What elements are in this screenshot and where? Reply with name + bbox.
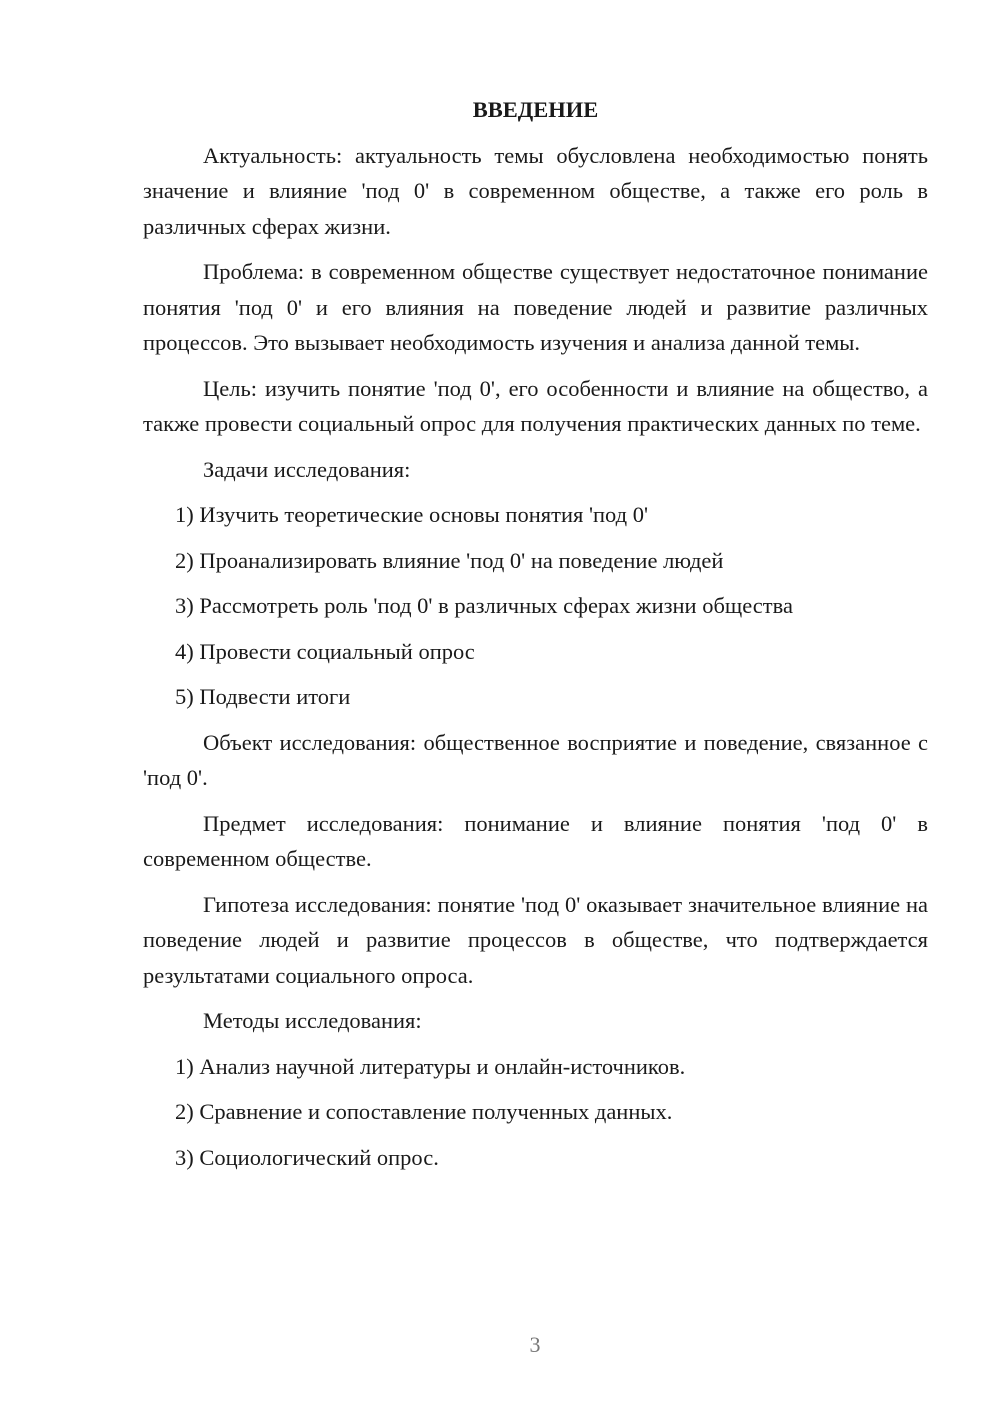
methods-heading: Методы исследования: <box>203 1008 422 1033</box>
list-item: 1) Анализ научной литературы и онлайн-источников. <box>175 1053 686 1079</box>
paragraph-hypothesis: Гипотеза исследования: понятие 'под 0' оказывает значительное влияние на поведение людей и развитие процессов в обществе, что подтверждается результатами социального опроса. <box>143 891 928 988</box>
tasks-heading: Задачи исследования: <box>203 456 411 482</box>
paragraph-subject: Предмет исследования: понимание и влияние понятия 'под 0' в современном обществе. <box>143 810 928 871</box>
page-title: ВВЕДЕНИЕ <box>472 97 599 122</box>
paragraph-relevance: Актуальность: актуальность темы обусловлена необходимостью понять значение и влияние 'под 0' в современном обществе, а также его роль в различных сферах жизни. <box>143 142 928 239</box>
list-item: 2) Проанализировать влияние 'под 0' на поведение людей <box>175 547 724 573</box>
list-item: 3) Рассмотреть роль 'под 0' в различных сферах жизни общества <box>175 593 793 618</box>
paragraph-goal: Цель: изучить понятие 'под 0', его особенности и влияние на общество, а также провести социальный опрос для получения практических данных по теме. <box>143 375 928 436</box>
list-item: 1) Изучить теоретические основы понятия 'под 0' <box>175 502 649 527</box>
list-item: 3) Социологический опрос. <box>175 1144 439 1170</box>
list-item: 4) Провести социальный опрос <box>175 638 475 664</box>
methods-list <box>143 1049 928 1176</box>
paragraph-object: Объект исследования: общественное восприятие и поведение, связанное с 'под 0'. <box>143 729 928 790</box>
list-item: 5) Подвести итоги <box>175 684 351 709</box>
paragraph-problem: Проблема: в современном обществе существует недостаточное понимание понятия 'под 0' и его влияния на поведение людей и развитие различных процессов. Это вызывает необходимость изучения и анализа данной темы. <box>143 259 928 355</box>
list-item: 2) Сравнение и сопоставление полученных данных. <box>175 1099 673 1124</box>
page-content <box>143 92 928 1185</box>
tasks-list <box>143 497 928 715</box>
page-number: 3 <box>529 1332 541 1357</box>
